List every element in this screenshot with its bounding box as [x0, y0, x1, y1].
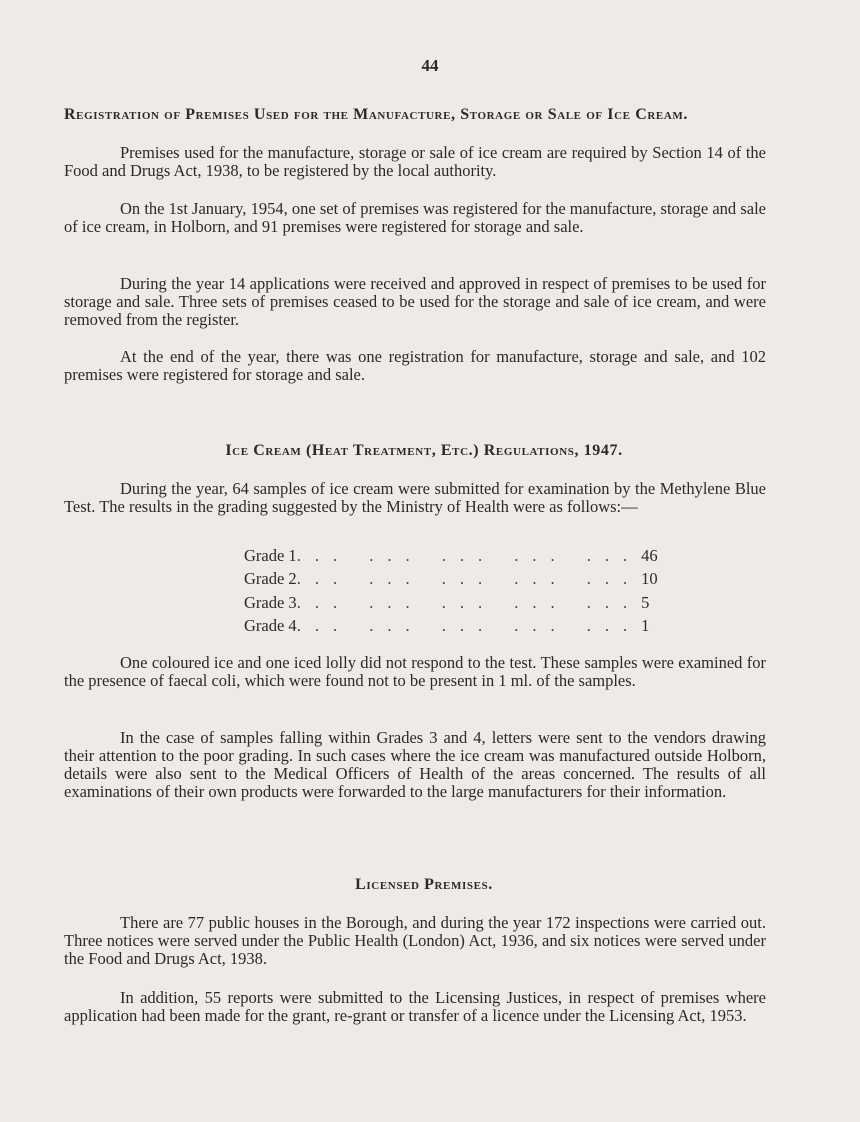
registration-paragraph-3: During the year 14 applications were received and approved in respect of premises to be used for storage and sale. Three sets of premises ceased to be used for the storage and sale of ice cream, and were removed from the register.	[64, 274, 766, 329]
grade-row	[244, 591, 650, 615]
grade-label: Grade 4	[244, 616, 297, 636]
grade-row	[244, 568, 658, 592]
grade-leader-dots: ... ... ... ... ...	[296, 616, 642, 636]
grade-table	[244, 544, 658, 638]
grade-row	[244, 544, 658, 568]
registration-paragraph-2: On the 1st January, 1954, one set of premises was registered for the manufacture, storage and sale of ice cream, in Holborn, and 91 premises were registered for storage and sale.	[64, 199, 766, 236]
grade-row	[244, 615, 650, 639]
ice-cream-paragraph-2: In the case of samples falling within Grades 3 and 4, letters were sent to the vendors drawing their attention to the poor grading. In such cases where the ice cream was manufactured outside Holborn, details were also sent to the Medical Officers of Health of the areas concerned. The results of all examinations of their own products were forwarded to the large manufacturers for their information.	[64, 728, 766, 801]
registration-heading: Registration of Premises Used for the Manufacture, Storage or Sale of Ice Cream.	[64, 106, 688, 123]
licensed-premises-paragraph-1: There are 77 public houses in the Borough, and during the year 172 inspections were carried out. Three notices were served under the Public Health (London) Act, 1936, and six notices were served under the Food and Drugs Act, 1938.	[64, 913, 766, 968]
ice-cream-regulations-heading: Ice Cream (Heat Treatment, Etc.) Regulations, 1947.	[225, 442, 623, 459]
grade-label: Grade 1	[244, 545, 297, 565]
licensed-premises-paragraph-2: In addition, 55 reports were submitted to the Licensing Justices, in respect of premises where application had been made for the grant, re-grant or transfer of a licence under the Licensing Act, 1953.	[64, 988, 766, 1025]
registration-paragraph-4: At the end of the year, there was one registration for manufacture, storage and sale, and 102 premises were registered for storage and sale.	[64, 347, 766, 384]
registration-paragraph-1: Premises used for the manufacture, storage or sale of ice cream are required by Section 14 of the Food and Drugs Act, 1938, to be registered by the local authority.	[64, 143, 766, 180]
grade-leader-dots: ... ... ... ... ...	[296, 545, 642, 565]
grade-leader-dots: ... ... ... ... ...	[296, 569, 642, 589]
grade-value: 10	[641, 569, 658, 589]
grade-label: Grade 2	[244, 569, 297, 589]
grade-leader-dots: ... ... ... ... ...	[296, 592, 642, 612]
page-number: 44	[421, 56, 439, 75]
grade-value: 5	[641, 592, 650, 612]
grade-value: 46	[641, 545, 658, 565]
ice-cream-intro-paragraph: During the year, 64 samples of ice cream were submitted for examination by the Methylene Blue Test. The results in the grading suggested by the Ministry of Health were as follows:—	[64, 479, 766, 516]
grade-label: Grade 3	[244, 592, 297, 612]
licensed-premises-heading: Licensed Premises.	[355, 876, 493, 893]
grade-value: 1	[641, 616, 650, 636]
ice-cream-paragraph-1: One coloured ice and one iced lolly did not respond to the test. These samples were examined for the presence of faecal coli, which were found not to be present in 1 ml. of the samples.	[64, 653, 766, 690]
